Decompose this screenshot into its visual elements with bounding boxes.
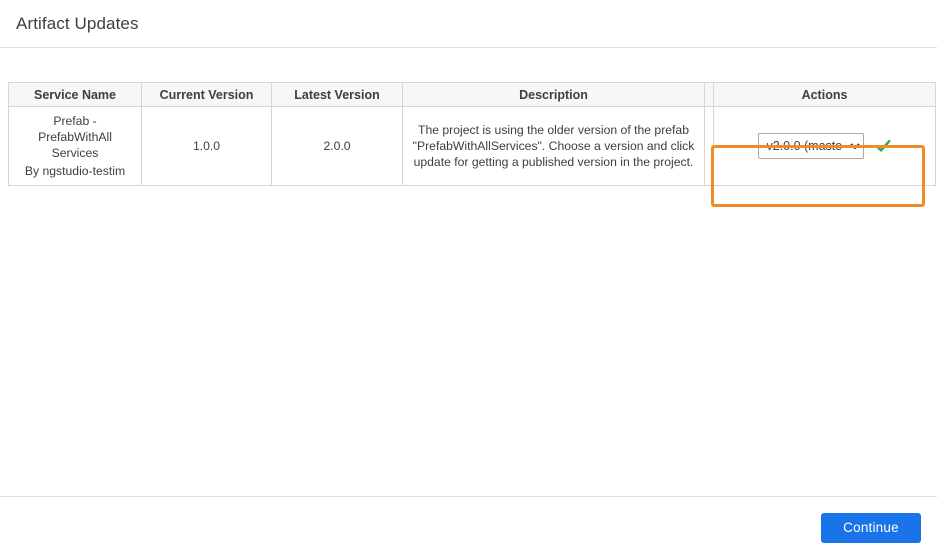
check-icon[interactable]: [874, 137, 892, 155]
page-title: Artifact Updates: [16, 13, 139, 33]
column-header-spacer: [705, 83, 714, 107]
service-owner-label: By: [24, 164, 40, 178]
column-header-description: Description: [403, 83, 705, 107]
column-header-actions: Actions: [714, 83, 936, 107]
cell-description: The project is using the older version of the prefab "PrefabWithAllServices". Choose a version and click update for getting a published version in the project.: [403, 107, 705, 186]
column-header-current-version: Current Version: [142, 83, 272, 107]
artifact-updates-table: [8, 82, 936, 186]
actions-container: [720, 123, 929, 169]
column-header-service-name: Service Name: [9, 83, 142, 107]
cell-latest-version: 2.0.0: [272, 107, 403, 186]
service-owner-name: ngstudio-testim: [42, 164, 126, 178]
table-header-row: [9, 83, 936, 107]
dialog-body: [0, 48, 937, 496]
cell-actions: [714, 107, 936, 186]
service-name-text: Prefab - PrefabWithAll Services: [38, 114, 112, 160]
table-body: [9, 107, 936, 186]
dialog-header: [0, 0, 937, 48]
table-row: [9, 107, 936, 186]
version-select[interactable]: [758, 133, 864, 159]
cell-current-version: 1.0.0: [142, 107, 272, 186]
dialog-footer: [0, 496, 937, 558]
continue-button[interactable]: Continue: [821, 513, 921, 543]
cell-service-name: [9, 107, 142, 186]
cell-spacer: [705, 107, 714, 186]
service-owner: [15, 163, 135, 179]
column-header-latest-version: Latest Version: [272, 83, 403, 107]
table-header: [9, 83, 936, 107]
